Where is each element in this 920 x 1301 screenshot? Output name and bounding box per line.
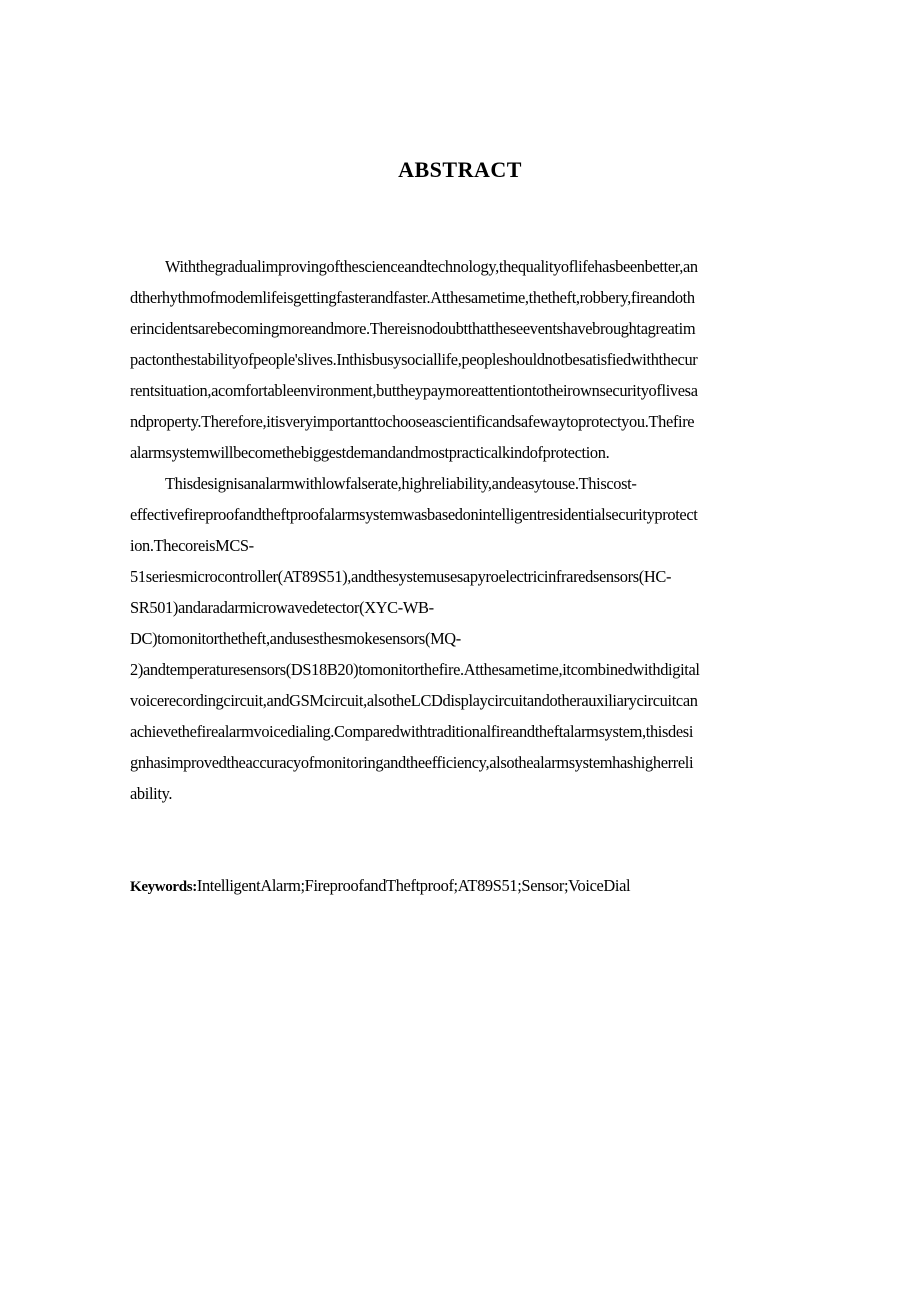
paragraph2-line: ion.ThecoreisMCS- [130,536,254,555]
paragraph2-line: voicerecordingcircuit,andGSMcircuit,alsotheLCDdisplaycircuitandotherauxiliarycircuitcan [130,691,698,710]
paragraph2-line: Thisdesignisanalarmwithlowfalserate,highreliability,andeasytouse.Thiscost- [165,474,637,493]
abstract-body [130,251,810,809]
paragraph2-line: SR501)andaradarmicrowavedetector(XYC-WB- [130,598,434,617]
paragraph2-line: effectivefireproofandtheftproofalarmsystemwasbasedonintelligentresidentialsecurityprotect [130,505,698,524]
paragraph2-line: DC)tomonitorthetheft,andusesthesmokesensors(MQ- [130,629,461,648]
keywords-line [130,870,630,903]
paragraph1-line: Withthegradualimprovingofthescienceandtechnology,thequalityoflifehasbeenbetter,an [165,257,698,276]
paragraph1-line: dtherhythmofmodemlifeisgettingfasterandfaster.Atthesametime,thetheft,robbery,fireandoth [130,288,695,307]
abstract-title: ABSTRACT [398,157,522,182]
paragraph2-line: achievethefirealarmvoicedialing.Comparedwithtraditionalfireandtheftalarmsystem,thisdesi [130,722,694,741]
keywords-label: Keywords: [130,879,197,895]
paragraph1-line: rentsituation,acomfortableenvironment,buttheypaymoreattentiontotheirownsecurityoflivesa [130,381,698,400]
keywords-text: IntelligentAlarm;FireproofandTheftproof;AT89S51;Sensor;VoiceDial [196,876,631,895]
paragraph1-line: ndproperty.Therefore,itisveryimportanttochooseascientificandsafewaytoprotectyou.Thefire [130,412,695,431]
paragraph2-line: 2)andtemperaturesensors(DS18B20)tomonitorthefire.Atthesametime,itcombinedwithdigital [130,660,700,679]
paragraph2-line: 51seriesmicrocontroller(AT89S51),andthesystemusesapyroelectricinfraredsensors(HC- [130,567,672,586]
paragraph2-line: ability. [130,784,173,803]
paragraph1-line: alarmsystemwillbecomethebiggestdemandandmostpracticalkindofprotection. [130,443,610,462]
paragraph1-line: erincidentsarebecomingmoreandmore.Thereisnodoubtthattheseeventshavebroughtagreatim [130,319,696,338]
paragraph2-line: gnhasimprovedtheaccuracyofmonitoringandtheefficiency,alsothealarmsystemhashigherreli [130,753,694,772]
paragraph1-line: pactonthestabilityofpeople'slives.Inthisbusysociallife,peopleshouldnotbesatisfiedwiththecur [130,350,698,369]
